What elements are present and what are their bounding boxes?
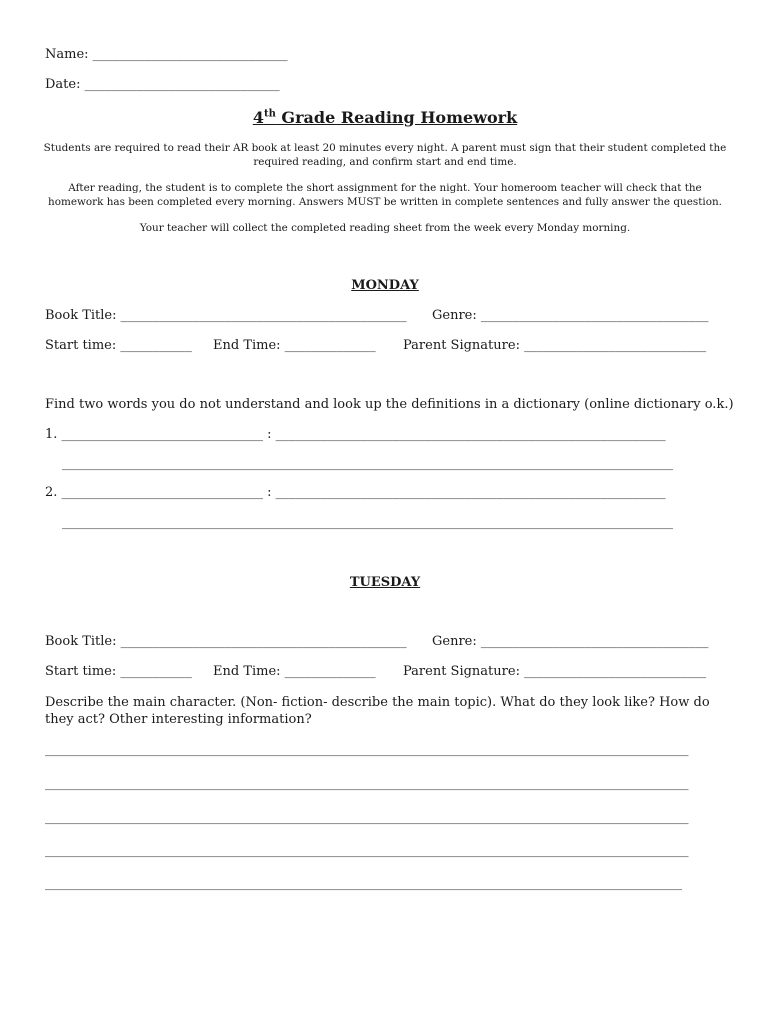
monday-definition-1-line[interactable]: ______________________________________________________________________________________________ [62, 456, 673, 471]
monday-heading: MONDAY [351, 278, 419, 293]
tuesday-book-title-field[interactable]: Book Title: ____________________________________________ [45, 634, 407, 649]
tuesday-answer-line[interactable]: ___________________________________________________________________________________________________ [45, 810, 689, 825]
tuesday-answer-line[interactable]: ___________________________________________________________________________________________________ [45, 843, 689, 858]
tuesday-parent-signature-field[interactable]: Parent Signature: ____________________________ [403, 664, 707, 679]
tuesday-answer-line[interactable]: ___________________________________________________________________________________________________ [45, 742, 689, 757]
tuesday-end-time-field[interactable]: End Time: ______________ [213, 664, 376, 679]
monday-word-2-field[interactable]: 2. _______________________________ : ____________________________________________________________ [45, 485, 666, 500]
instruction-reading: Students are required to read their AR book at least 20 minutes every night. A parent must sign that their student completed the required reading, and confirm start and end time. [43, 142, 727, 168]
monday-end-time-field[interactable]: End Time: ______________ [213, 338, 376, 353]
title-text: Grade Reading Homework [275, 108, 518, 127]
title-grade-suffix: th [263, 108, 276, 120]
tuesday-heading: TUESDAY [349, 575, 421, 590]
monday-task-prompt: Find two words you do not understand and look up the definitions in a dictionary (online dictionary o.k.) [45, 397, 734, 412]
instruction-assignment: After reading, the student is to complete the short assignment for the night. Your homeroom teacher will check that the homework has been completed every morning. Answers MUST be written in complete sentences and fully answer the question. [48, 182, 722, 208]
monday-genre-field[interactable]: Genre: ___________________________________ [432, 308, 709, 323]
instruction-collection: Your teacher will collect the completed reading sheet from the week every Monday morning. [139, 222, 631, 234]
name-field[interactable]: Name: ______________________________ [45, 47, 288, 62]
tuesday-answer-line[interactable]: ___________________________________________________________________________________________________ [45, 776, 689, 791]
monday-definition-2-line[interactable]: ______________________________________________________________________________________________ [62, 515, 673, 530]
monday-word-1-field[interactable]: 1. _______________________________ : ____________________________________________________________ [45, 427, 666, 442]
tuesday-genre-field[interactable]: Genre: ___________________________________ [432, 634, 709, 649]
monday-start-time-field[interactable]: Start time: ___________ [45, 338, 192, 353]
title-grade-number: 4 [252, 108, 264, 127]
tuesday-answer-line[interactable]: __________________________________________________________________________________________________ [45, 876, 682, 891]
tuesday-task-prompt: Describe the main character. (Non- fiction- describe the main topic). What do they look like? How do they act? Other interesting information? [45, 695, 710, 727]
monday-parent-signature-field[interactable]: Parent Signature: ____________________________ [403, 338, 707, 353]
tuesday-start-time-field[interactable]: Start time: ___________ [45, 664, 192, 679]
date-field[interactable]: Date: ______________________________ [45, 77, 280, 92]
monday-book-title-field[interactable]: Book Title: ____________________________________________ [45, 308, 407, 323]
page-title [0, 108, 770, 127]
